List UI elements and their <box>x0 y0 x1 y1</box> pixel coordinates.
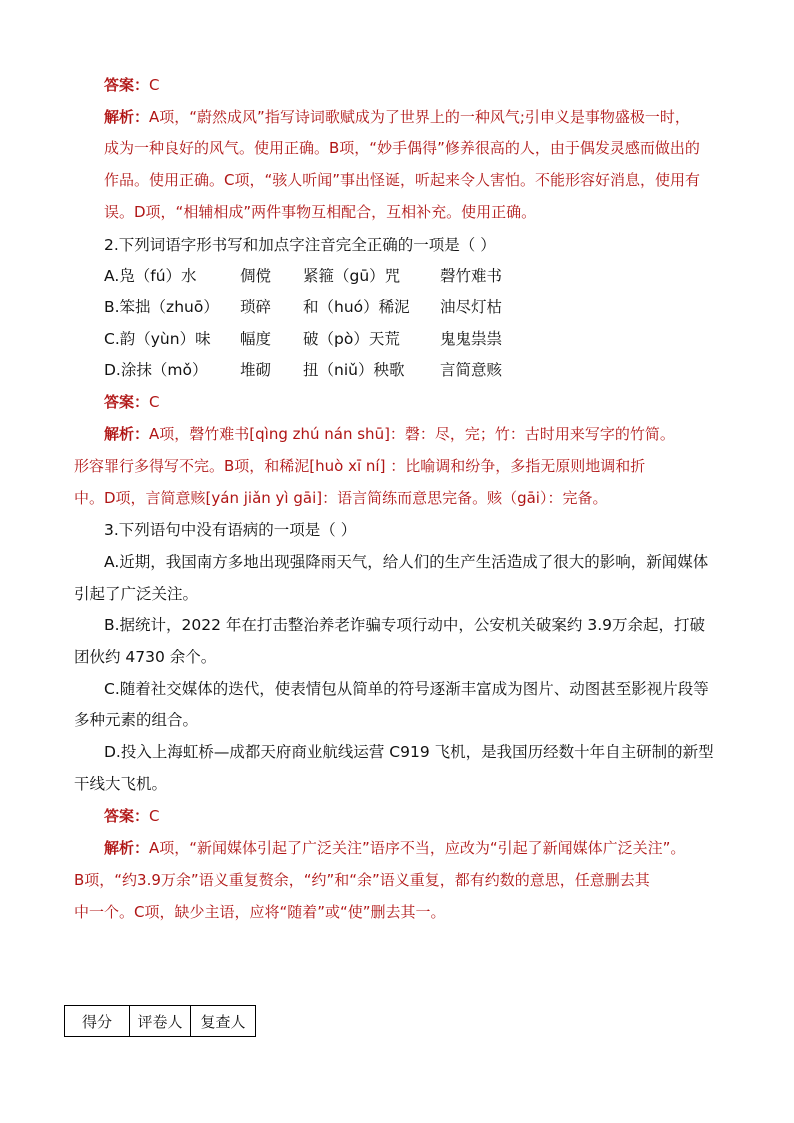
option-word-2: 幅度 <box>240 330 272 348</box>
q3-option-c-line-1: C.随着社交媒体的迭代，使表情包从简单的符号逐渐丰富成为图片、动图甚至影视片段等 <box>104 680 709 698</box>
q3-analysis-line-3: 中一个。C项，缺少主语，应将“随着”或“使”删去其一。 <box>74 903 446 921</box>
answer-label: 答案： <box>104 76 150 94</box>
answer-label: 答案： <box>104 393 150 411</box>
q3-option-d-line-2: 干线大飞机。 <box>74 775 168 793</box>
option-word-3: 扭（niǔ）秧歌 <box>303 361 405 379</box>
option-word-3: 和（huó）稀泥 <box>303 298 410 316</box>
q1-analysis-line-4: 误。D项，“相辅相成”两件事物互相配合，互相补充。使用正确。 <box>104 203 537 221</box>
analysis-text: A项，“新闻媒体引起了广泛关注”语序不当，应改为“引起了新闻媒体广泛关注”。 <box>149 839 686 857</box>
q2-stem: 2.下列词语字形书写和加点字注音完全正确的一项是（ ） <box>104 236 496 254</box>
q3-option-b-line-2: 团伙约 4730 余个。 <box>74 648 217 666</box>
option-word-1: C.韵（yùn）味 <box>104 330 211 348</box>
q3-option-b-line-1: B.据统计，2022 年在打击整治养老诈骗专项行动中，公安机关破案约 3.9万余起，打破 <box>104 616 706 634</box>
option-word-2: 堆砌 <box>240 361 272 379</box>
analysis-label: 解析： <box>104 839 150 857</box>
q3-answer <box>104 805 160 827</box>
analysis-label: 解析： <box>104 425 150 443</box>
q3-analysis-line-2: B项，“约3.9万余”语义重复赘余，“约”和“余”语义重复，都有约数的意思，任意删去其 <box>74 871 650 889</box>
grader-cell: 评卷人 <box>130 1006 191 1037</box>
q2-analysis-line-2: 形容罪行多得写不完。B项，和稀泥[huò xī ní] ：比喻调和纷争，多指无原则地调和折 <box>74 457 646 475</box>
q3-option-c-line-2: 多种元素的组合。 <box>74 711 199 729</box>
option-word-2: 倜傥 <box>240 267 272 285</box>
answer-value: C <box>149 76 160 94</box>
q1-answer <box>104 74 160 96</box>
q1-analysis-line-2: 成为一种良好的风气。使用正确。B项，“妙手偶得”修养很高的人，由于偶发灵感而做出的 <box>104 139 700 157</box>
option-word-1: B.笨拙（zhuō） <box>104 298 219 316</box>
q1-analysis-line-3: 作品。使用正确。C项，“骇人听闻”事出怪诞，听起来令人害怕。不能形容好消息，使用有 <box>104 171 701 189</box>
option-word-4: 油尽灯枯 <box>440 298 503 316</box>
q2-answer <box>104 391 160 413</box>
q1-analysis-line-1 <box>104 106 690 128</box>
option-word-4: 磬竹难书 <box>440 267 503 285</box>
analysis-label: 解析： <box>104 108 150 126</box>
q3-stem: 3.下列语句中没有语病的一项是（ ） <box>104 521 357 539</box>
option-word-1: D.涂抹（mǒ） <box>104 361 208 379</box>
option-word-3: 紧箍（gū）咒 <box>303 267 401 285</box>
analysis-text: A项，磬竹难书[qìng zhú nán shū]：磬：尽，完；竹：古时用来写字的竹简。 <box>149 425 675 443</box>
score-cell: 得分 <box>65 1006 130 1037</box>
answer-label: 答案： <box>104 807 150 825</box>
option-word-4: 言简意赅 <box>440 361 503 379</box>
q3-analysis-line-1 <box>104 837 685 859</box>
q2-analysis-line-3: 中。D项，言简意赅[yán jiǎn yì gāi]：语言简练而意思完备。赅（gāi）：完备。 <box>74 489 608 507</box>
answer-value: C <box>149 393 160 411</box>
q3-option-d-line-1: D.投入上海虹桥—成都天府商业航线运营 C919 飞机，是我国历经数十年自主研制的新型 <box>104 743 714 761</box>
q3-option-a-line-2: 引起了广泛关注。 <box>74 585 199 603</box>
grader-table <box>64 1005 256 1037</box>
option-word-2: 琐碎 <box>240 298 272 316</box>
q2-analysis-line-1 <box>104 423 675 445</box>
option-word-3: 破（pò）天荒 <box>303 330 400 348</box>
grader-table-row <box>65 1006 256 1037</box>
reviewer-cell: 复查人 <box>191 1006 256 1037</box>
option-word-4: 鬼鬼祟祟 <box>440 330 503 348</box>
analysis-text: A项，“蔚然成风”指写诗词歌赋成为了世界上的一种风气;引申义是事物盛极一时， <box>149 108 690 126</box>
option-word-1: A.凫（fú）水 <box>104 267 197 285</box>
answer-value: C <box>149 807 160 825</box>
q3-option-a-line-1: A.近期，我国南方多地出现强降雨天气，给人们的生产生活造成了很大的影响，新闻媒体 <box>104 553 709 571</box>
